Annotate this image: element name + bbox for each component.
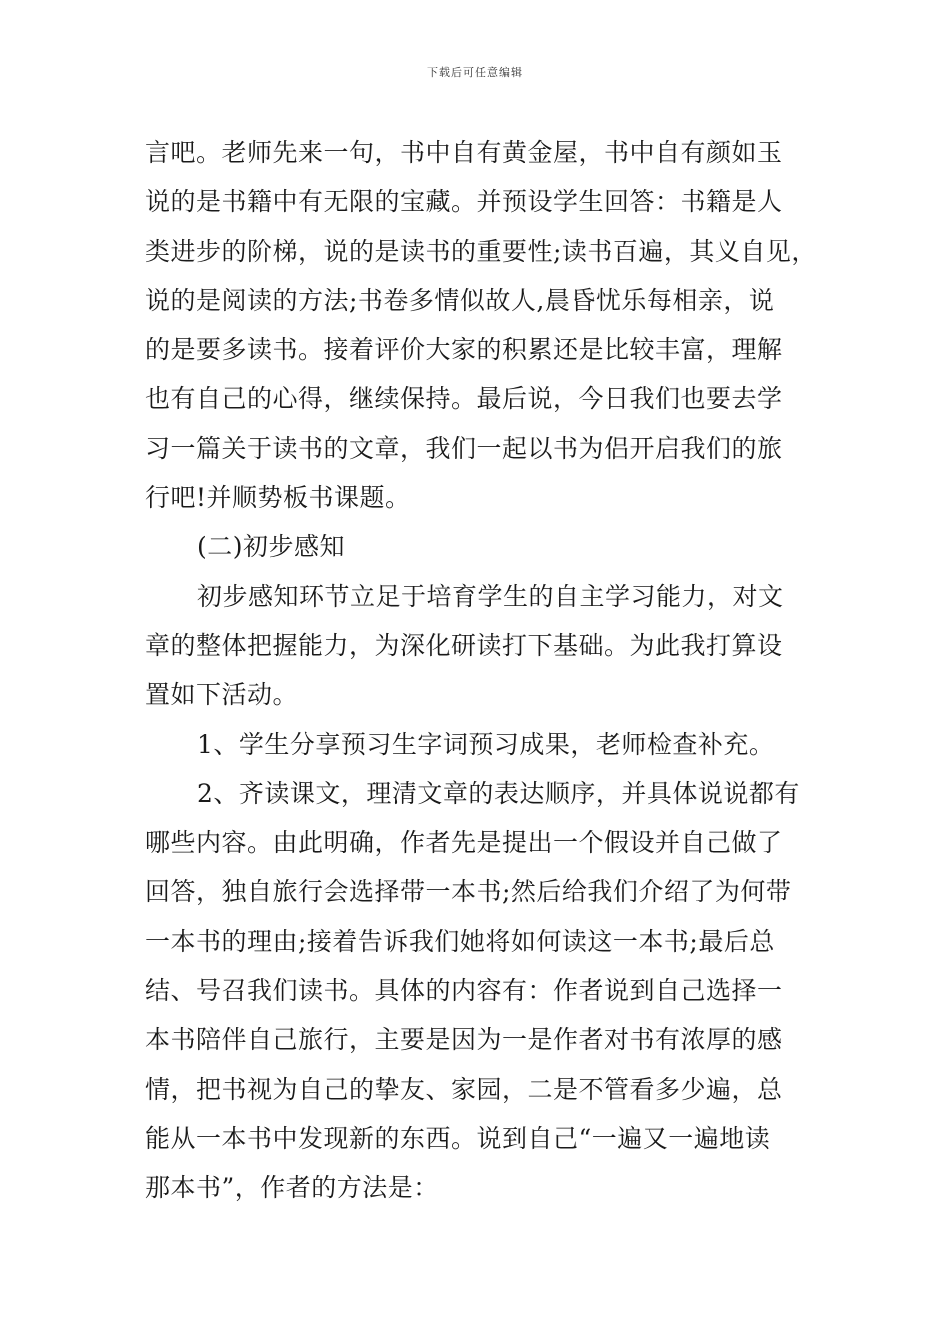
text-line: 说的是阅读的方法;书卷多情似故人,晨昏忧乐每相亲，说 [145,285,775,315]
text-line: 初步感知环节立足于培育学生的自主学习能力，对文 [197,581,784,611]
text-line: 那本书”，作者的方法是： [145,1173,439,1203]
body-text [145,128,817,1213]
text-line: 一本书的理由;接着告诉我们她将如何读这一本书;最后总 [145,926,775,956]
text-line: 言吧。老师先来一句，书中自有黄金屋，书中自有颜如玉 [145,138,783,167]
list-item: 1、学生分享预习生字词预习成果，老师检查补充。 [197,729,775,759]
text-line: 回答，独自旅行会选择带一本书;然后给我们介绍了为何带 [145,877,792,907]
text-line: 说的是书籍中有无限的宝藏。并预设学生回答：书籍是人 [145,187,783,217]
text-line: 能从一本书中发现新的东西。说到自己“一遍又一遍地读 [145,1123,771,1153]
section-heading: (二)初步感知 [197,532,346,562]
header-note: 下载后可任意编辑 [427,66,523,79]
text-line: 本书陪伴自己旅行，主要是因为一是作者对书有浓厚的感 [145,1025,783,1055]
list-item: 2、齐读课文，理清文章的表达顺序，并具体说说都有 [197,778,800,808]
text-line: 也有自己的心得，继续保持。最后说，今日我们也要去学 [145,384,783,414]
text-line: 的是要多读书。接着评价大家的积累还是比较丰富，理解 [145,335,783,365]
text-line: 章的整体把握能力，为深化研读打下基础。为此我打算设 [145,630,783,660]
text-line: 习一篇关于读书的文章，我们一起以书为侣开启我们的旅 [145,433,783,463]
text-line: 行吧!并顺势板书课题。 [145,483,411,513]
text-line: 哪些内容。由此明确，作者先是提出一个假设并自己做了 [145,828,783,858]
text-line: 结、号召我们读书。具体的内容有：作者说到自己选择一 [145,976,783,1006]
text-line: 置如下活动。 [145,680,299,710]
text-line: 类进步的阶梯，说的是读书的重要性;读书百遍，其义自见， [145,236,817,266]
text-line: 情，把书视为自己的挚友、家园，二是不管看多少遍，总 [145,1074,783,1104]
